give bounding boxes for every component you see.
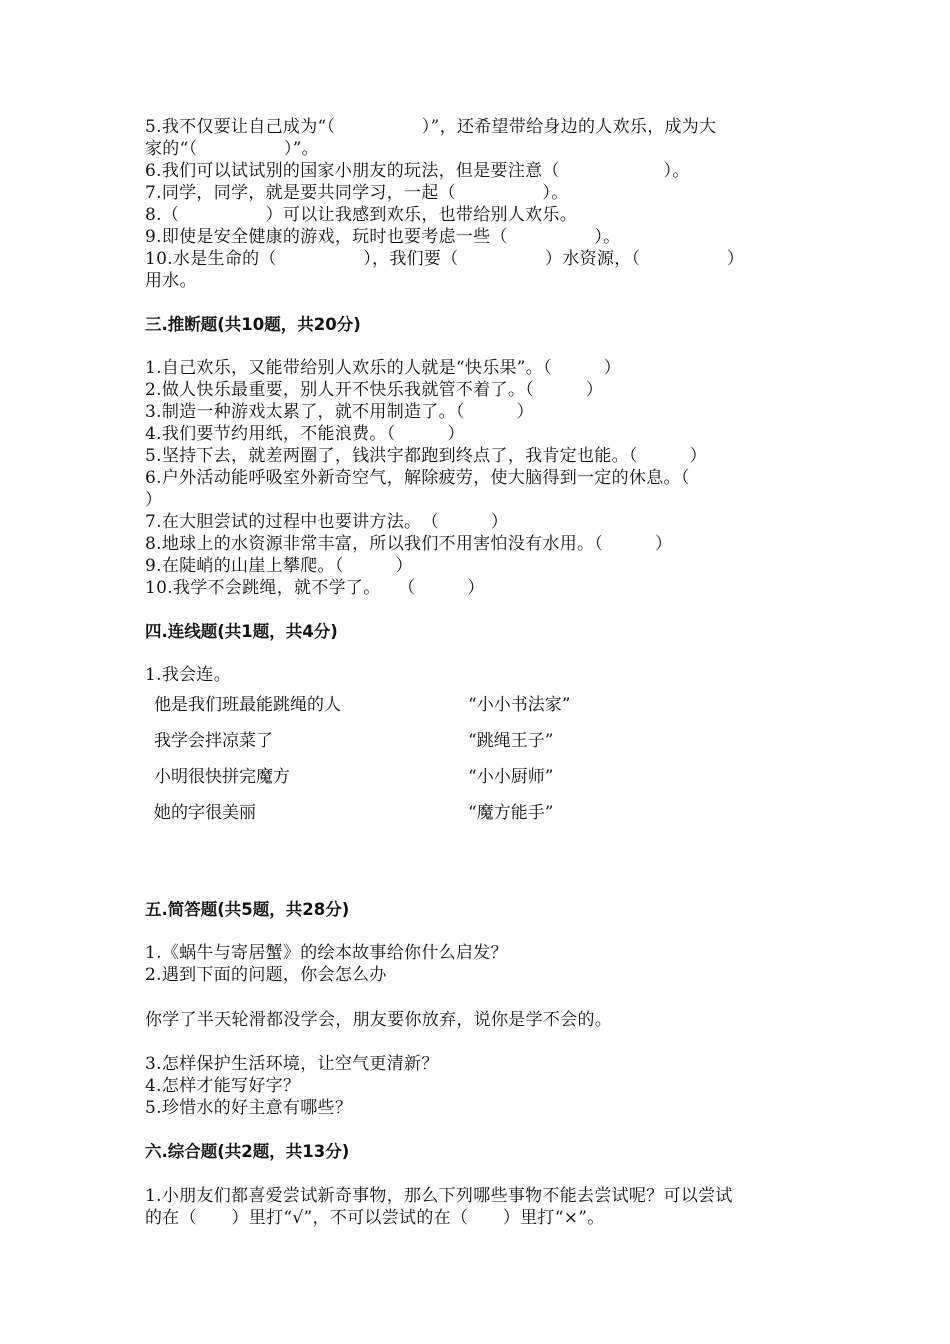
- fill-blank-q6: 6.我们可以试试别的国家小朋友的玩法，但是要注意（ ）。: [145, 161, 690, 181]
- matching-left-item: 我学会拌凉菜了: [154, 731, 273, 751]
- judgement-q2: 2.做人快乐最重要，别人开不快乐我就管不着了。（ ）: [145, 380, 604, 400]
- judgement-q10: 10.我学不会跳绳，就不学了。 （ ）: [145, 578, 485, 598]
- fill-blank-q8: 8.（ ）可以让我感到欢乐，也带给别人欢乐。: [145, 205, 578, 225]
- judgement-q3: 3.制造一种游戏太累了，就不用制造了。（ ）: [145, 402, 534, 422]
- matching-left-item: 他是我们班最能跳绳的人: [154, 695, 341, 715]
- section-heading-judgement: 三.推断题(共10题，共20分): [145, 315, 361, 334]
- judgement-q9: 9.在陡峭的山崖上攀爬。（ ）: [145, 556, 413, 576]
- short-answer-q5: 5.珍惜水的好主意有哪些？: [145, 1098, 353, 1118]
- fill-blank-q5-line2: 家的“（ ）”。: [145, 139, 319, 159]
- short-answer-q2: 2.遇到下面的问题，你会怎么办: [145, 965, 387, 985]
- matching-left-item: 她的字很美丽: [154, 803, 256, 823]
- matching-right-item: “魔方能手”: [468, 803, 554, 823]
- short-answer-q4: 4.怎样才能写好字？: [145, 1076, 301, 1096]
- fill-blank-q7: 7.同学，同学，就是要共同学习，一起（ ）。: [145, 183, 569, 203]
- fill-blank-q10-line1: 10.水是生命的（ ），我们要（ ）水资源，（ ）: [145, 249, 745, 269]
- short-answer-q3: 3.怎样保护生活环境，让空气更清新？: [145, 1054, 439, 1074]
- matching-question: 1.我会连。: [145, 665, 232, 685]
- judgement-q6-line1: 6.户外活动能呼吸室外新奇空气，解除疲劳，使大脑得到一定的休息。（: [145, 468, 690, 488]
- matching-left-item: 小明很快拼完魔方: [154, 767, 290, 787]
- fill-blank-q10-line2: 用水。: [145, 271, 197, 291]
- judgement-q4: 4.我们要节约用纸，不能浪费。（ ）: [145, 424, 465, 444]
- judgement-q1: 1.自己欢乐，又能带给别人欢乐的人就是“快乐果”。（ ）: [145, 358, 622, 378]
- short-answer-q1: 1.《蜗牛与寄居蟹》的绘本故事给你什么启发？: [145, 943, 508, 963]
- judgement-q5: 5.坚持下去，就差两圈了，钱洪宇都跑到终点了，我肯定也能。（ ）: [145, 446, 707, 466]
- section-heading-short-answer: 五.简答题(共5题，共28分): [145, 900, 350, 919]
- fill-blank-q5-line1: 5.我不仅要让自己成为“（ ）”，还希望带给身边的人欢乐，成为大: [145, 117, 717, 137]
- short-answer-q2-scenario: 你学了半天轮滑都没学会，朋友要你放弃，说你是学不会的。: [145, 1010, 613, 1030]
- comprehensive-q1-line2: 的在（ ）里打“√”，不可以尝试的在（ ）里打“×”。: [145, 1208, 605, 1228]
- matching-right-item: “小小厨师”: [468, 767, 554, 787]
- section-heading-matching: 四.连线题(共1题，共4分): [145, 622, 338, 641]
- matching-right-item: “小小书法家”: [468, 695, 571, 715]
- matching-right-item: “跳绳王子”: [468, 731, 554, 751]
- judgement-q8: 8.地球上的水资源非常丰富，所以我们不用害怕没有水用。（ ）: [145, 534, 673, 554]
- fill-blank-q9: 9.即使是安全健康的游戏，玩时也要考虑一些（ ）。: [145, 227, 621, 247]
- judgement-q6-line2: ）: [145, 490, 163, 510]
- section-heading-comprehensive: 六.综合题(共2题，共13分): [145, 1142, 350, 1161]
- judgement-q7: 7.在大胆尝试的过程中也要讲方法。 （ ）: [145, 512, 509, 532]
- comprehensive-q1-line1: 1.小朋友们都喜爱尝试新奇事物，那么下列哪些事物不能去尝试呢？可以尝试: [145, 1186, 733, 1206]
